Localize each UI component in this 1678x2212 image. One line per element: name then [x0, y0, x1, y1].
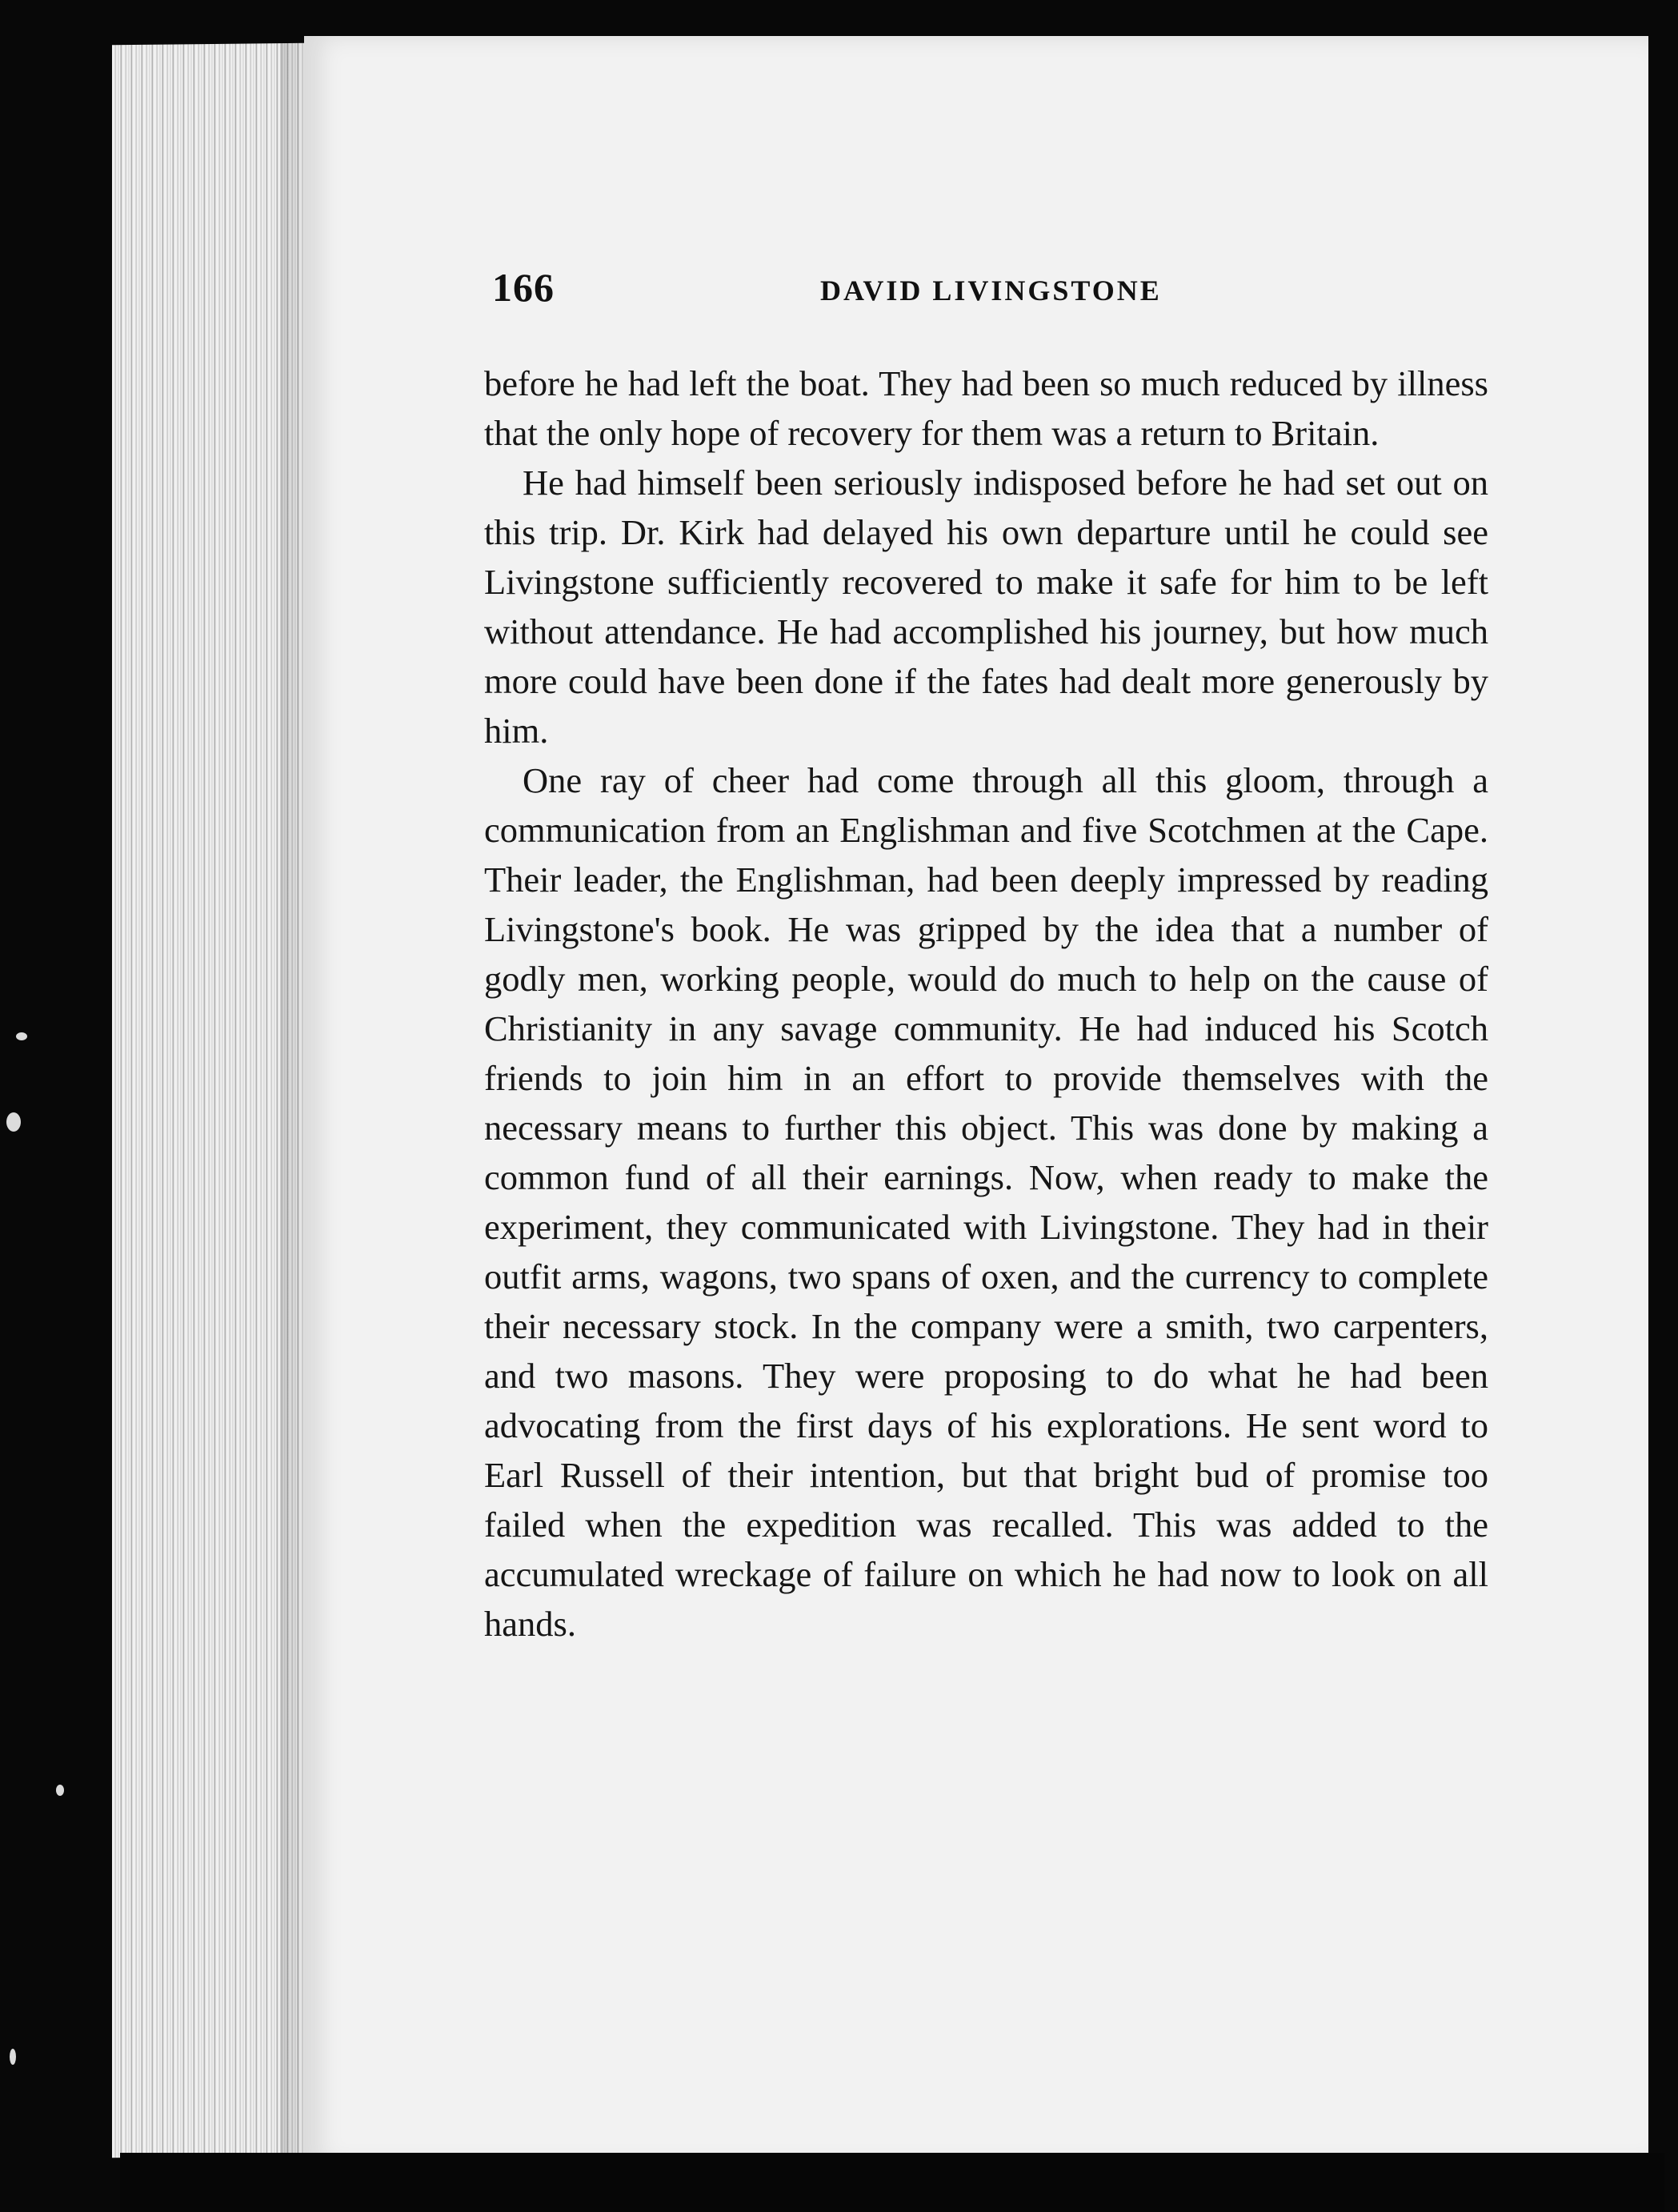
- paragraph: before he had left the boat. They had been so much reduced by illness that the only hope of recovery for them was a return to Britain.: [484, 363, 1488, 453]
- paragraph: One ray of cheer had come through all this gloom, through a communication from an Englishman and five Scotchmen at the Cape. Their leader, the Englishman, had been deeply impressed by reading Livingstone's book. He was gripped by the idea that a number of godly men, working people, would do much to help on the cause of Christianity in any savage community. He had induced his Scotch friends to join him in an effort to provide themselves with the necessary means to further this object. This was done by making a common fund of all their earnings. Now, when ready to make the experiment, they communicated with Livingstone. They had in their outfit arms, wagons, two spans of oxen, and the currency to complete their necessary stock. In the company were a smith, two carpenters, and two masons. They were proposing to do what he had been advocating from the first days of his explorations. He sent word to Earl Russell of their intention, but that bright bud of promise too failed when the expedition was recalled. This was added to the accumulated wreckage of failure on which he had now to look on all hands.: [484, 760, 1488, 1644]
- scan-speck: [56, 1785, 64, 1796]
- paragraph: He had himself been seriously indisposed before he had set out on this trip. Dr. Kirk had delayed his own departure until he could see Livingstone sufficiently recovered to make it safe for him to be left without attendance. He had accomplished his journey, but how much more could have been done if the fates had dealt more generously by him.: [484, 463, 1488, 751]
- scan-speck: [10, 2049, 16, 2065]
- body-text: [484, 359, 1488, 1649]
- bottom-scan-shadow: [120, 2153, 1664, 2212]
- scan-speck: [16, 1032, 27, 1040]
- page-header: [492, 264, 1484, 320]
- running-head: DAVID LIVINGSTONE: [820, 274, 1162, 307]
- page-number: 166: [492, 265, 555, 310]
- book-page-edges: [112, 43, 312, 2158]
- scan-speck: [6, 1112, 21, 1132]
